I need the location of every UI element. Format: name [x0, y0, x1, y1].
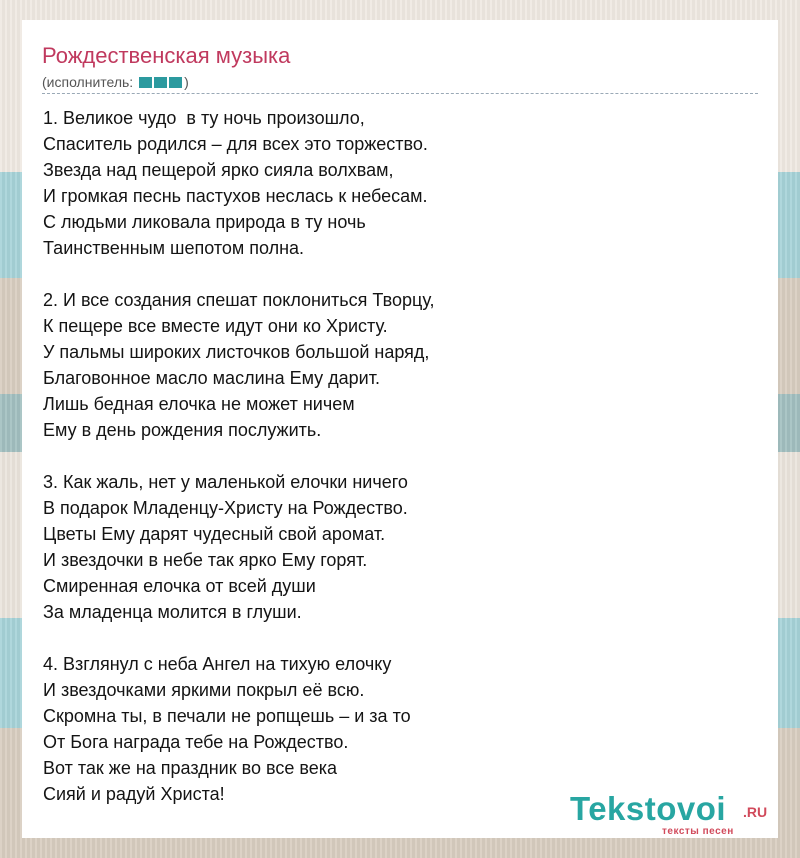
lyrics-line: Звезда над пещерой ярко сияла волхвам, — [43, 160, 394, 180]
lyrics-stanza — [43, 287, 435, 443]
lyrics-line: Ему в день рождения послужить. — [43, 420, 322, 440]
site-logo[interactable] — [570, 790, 780, 836]
lyrics-line: Спаситель родился – для всех это торжество. — [43, 134, 428, 154]
lyrics-line: 4. Взглянул с неба Ангел на тихую елочку — [43, 654, 392, 674]
lyrics-line: И громкая песнь пастухов неслась к небесам. — [43, 186, 428, 206]
lyrics-line: 2. И все создания спешат поклониться Творцу, — [43, 290, 435, 310]
lyrics-line: Вот так же на праздник во все века — [43, 758, 337, 778]
lyrics-line: И звездочки в небе так ярко Ему горят. — [43, 550, 368, 570]
lyrics-line: Смиренная елочка от всей души — [43, 576, 316, 596]
lyrics-line: Сияй и радуй Христа! — [43, 784, 225, 804]
lyrics-card — [22, 20, 778, 838]
lyrics-line: Цветы Ему дарят чудесный свой аромат. — [43, 524, 386, 544]
lyrics-line: К пещере все вместе идут они ко Христу. — [43, 316, 388, 336]
lyrics-stanza — [43, 651, 435, 807]
lyrics-line: От Бога награда тебе на Рождество. — [43, 732, 349, 752]
lyrics-line: С людьми ликовала природа в ту ночь — [43, 212, 366, 232]
logo-tagline: тексты песен — [662, 826, 734, 837]
lyrics-line: Благовонное масло маслина Ему дарит. — [43, 368, 380, 388]
logo-wordmark: Tekstovoi — [570, 790, 727, 827]
performer-line — [42, 72, 189, 93]
lyrics-line: 1. Великое чудо в ту ночь произошло, — [43, 108, 365, 128]
lyrics-line: Скромна ты, в печали не ропщешь – и за то — [43, 706, 411, 726]
lyrics-stanza — [43, 469, 435, 625]
lyrics-line: У пальмы широких листочков большой наряд, — [43, 342, 430, 362]
performer-prefix: (исполнитель: — [42, 74, 138, 90]
performer-suffix: ) — [184, 74, 189, 90]
lyrics-line: В подарок Младенцу-Христу на Рождество. — [43, 498, 408, 518]
lyrics-text — [43, 105, 435, 833]
lyrics-line: Лишь бедная елочка не может ничем — [43, 394, 355, 414]
lyrics-line: 3. Как жаль, нет у маленькой елочки ничего — [43, 472, 408, 492]
performer-censored-image — [139, 73, 184, 93]
lyrics-line: За младенца молится в глуши. — [43, 602, 302, 622]
logo-domain: .RU — [743, 804, 768, 820]
lyrics-line: И звездочками яркими покрыл её всю. — [43, 680, 365, 700]
title-divider — [42, 93, 758, 94]
song-title: Рождественская музыка — [42, 43, 291, 68]
lyrics-stanza — [43, 105, 435, 261]
lyrics-line: Таинственным шепотом полна. — [43, 238, 305, 258]
